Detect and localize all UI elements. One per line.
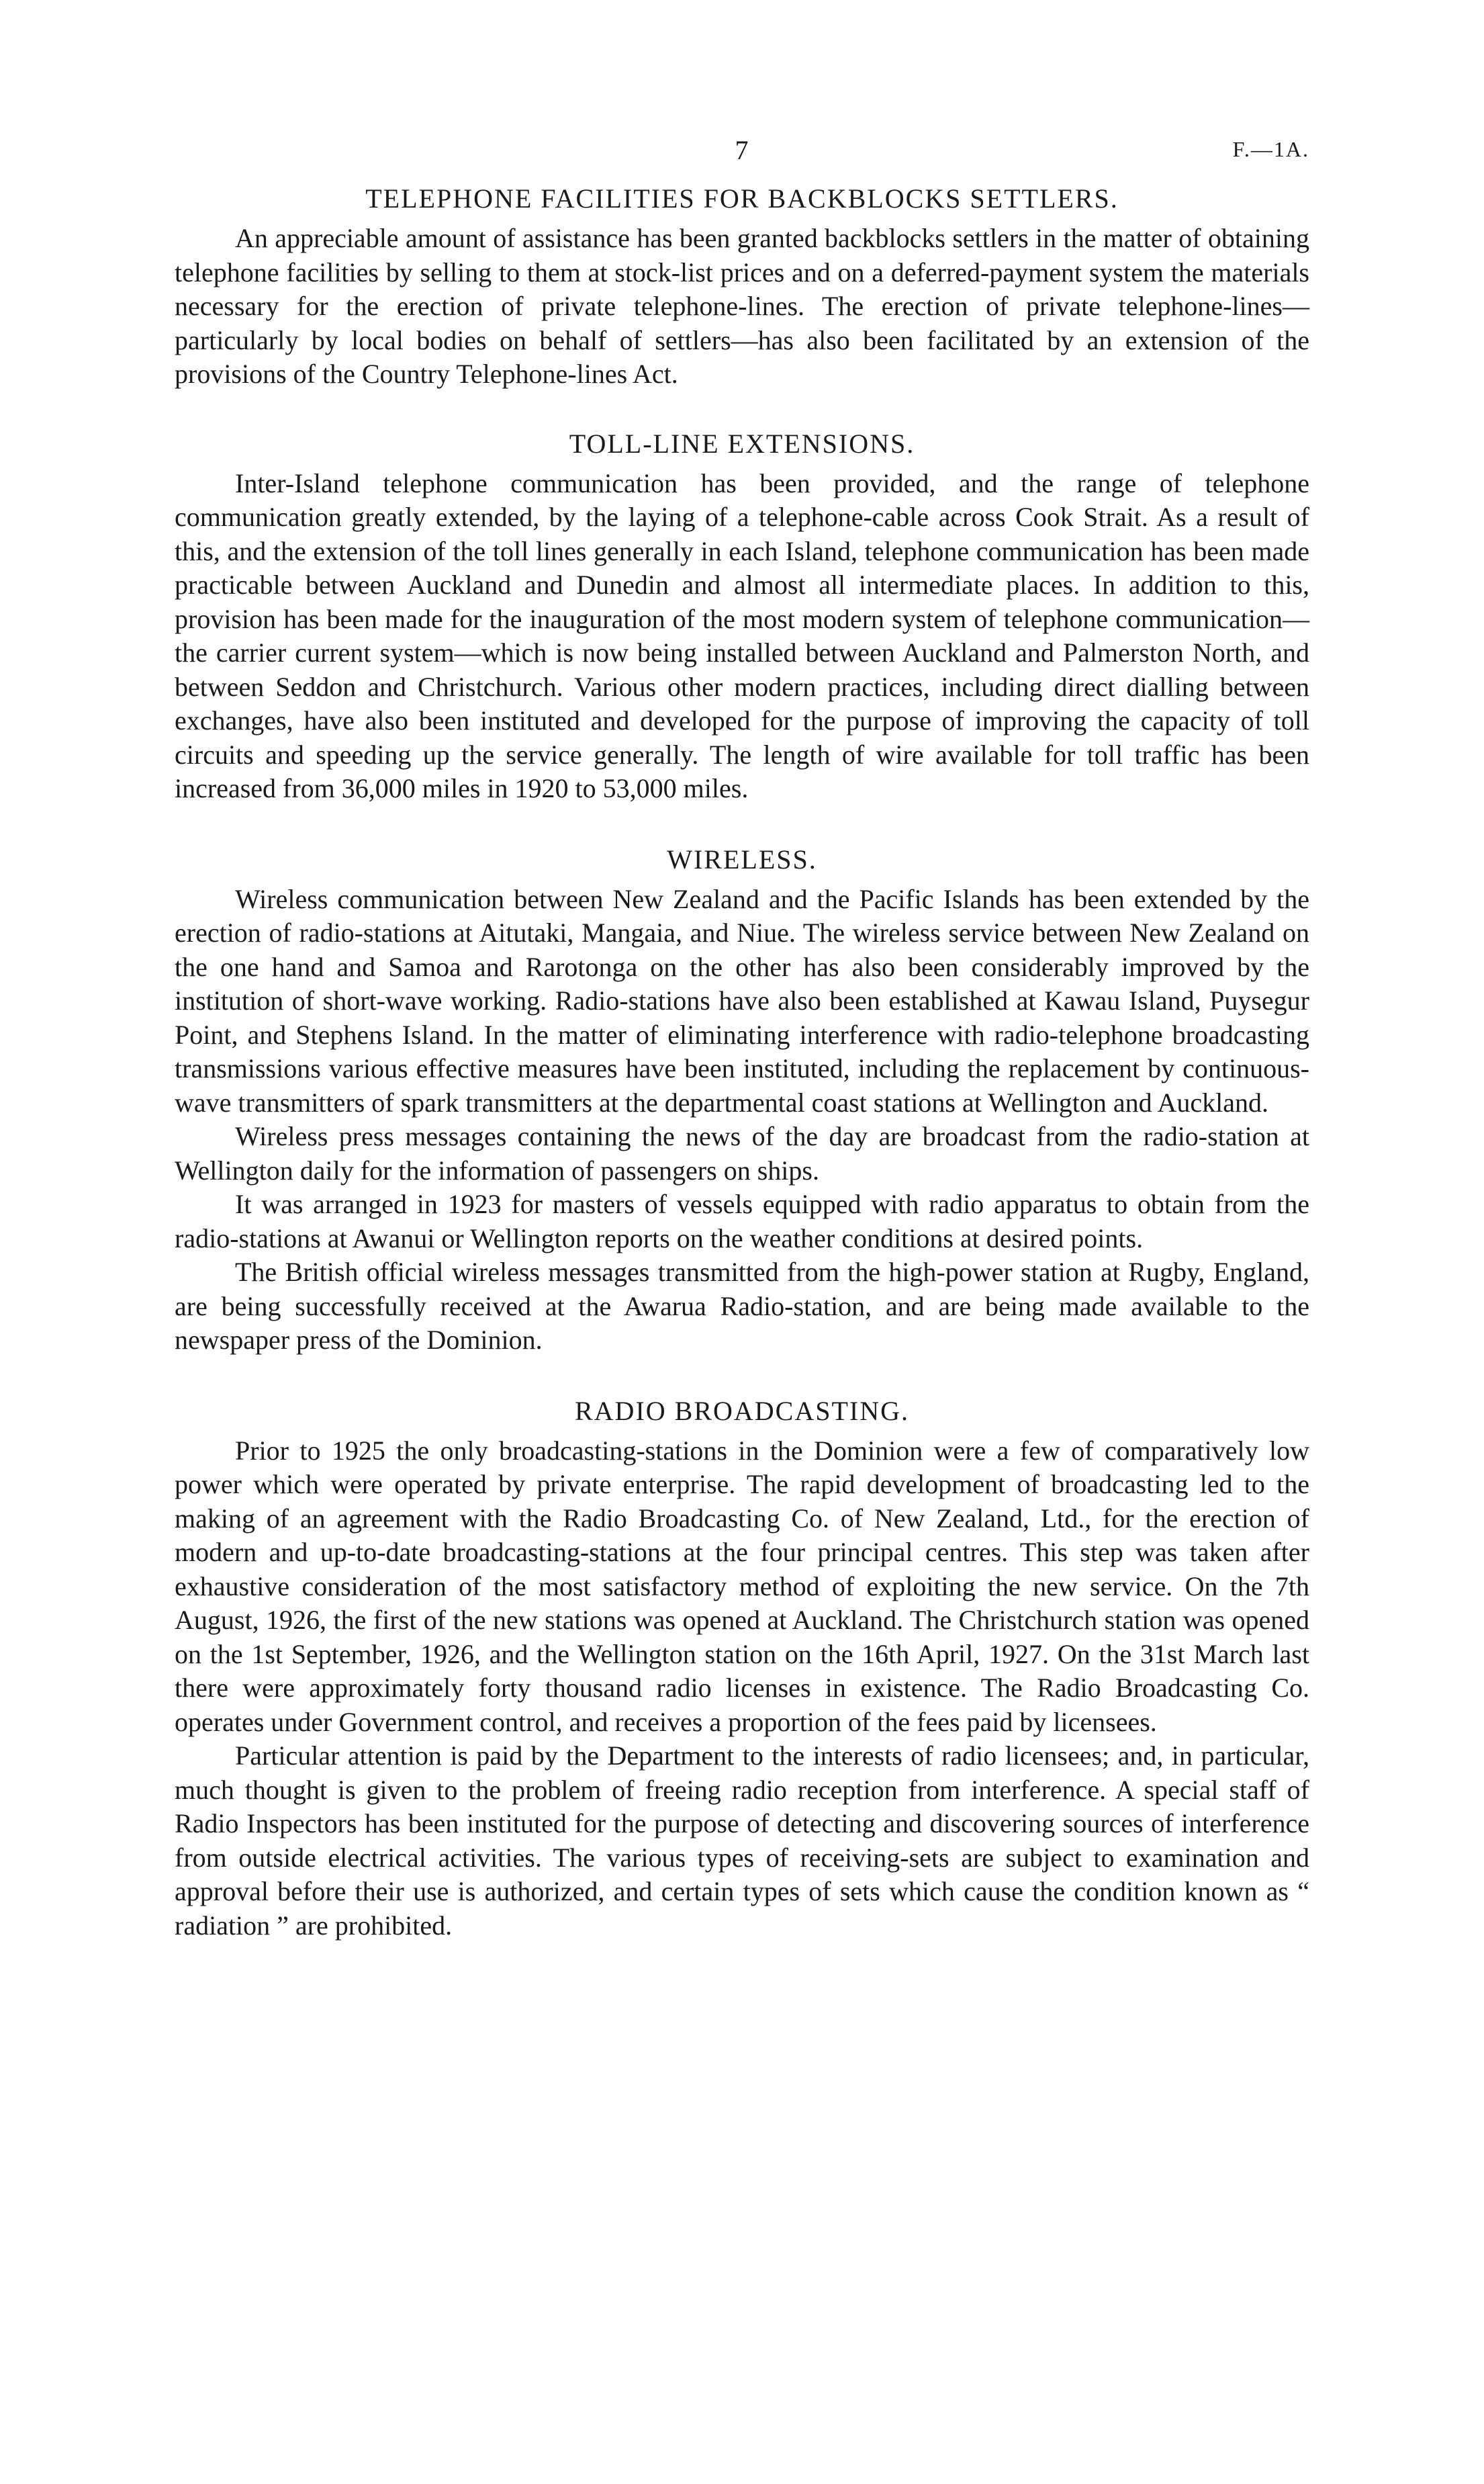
paragraph: An appreciable amount of assistance has been granted backblocks settlers in the matter of obtaining telephone facilities by selling to them at stock-list prices and on a deferred-payment system the materials necessary for the erection of private telephone-lines. The erection of private telephone-lines—particularly by local bodies on behalf of settlers—has also been facilitated by an extension of the provisions of the Country Telephone-lines Act. [175, 223, 1309, 389]
paragraph: Wireless communication between New Zealand and the Pacific Islands has been extended by the erection of radio-stations at Aitutaki, Mangaia, and Niue. The wireless service between New Zealand on the one hand and Samoa and Rarotonga on the other has also been considerably improved by the institution of short-wave working. Radio-stations have also been established at Kawau Island, Puysegur Point, and Stephens Island. In the matter of eliminating interference with radio-telephone broadcasting transmissions various effective measures have been instituted, including the replacement by continuous-wave transmitters of spark transmitters at the departmental coast stations at Wellington and Auckland. [175, 883, 1309, 1118]
document-reference: F.—1A. [1232, 137, 1309, 161]
paragraph: Inter-Island telephone communication has been provided, and the range of telephone communication greatly extended, by the laying of a telephone-cable across Cook Strait. As a result of this, and the extension of the toll lines generally in each Island, telephone communication has been made practicable between Auckland and Dunedin and almost all intermediate places. In addition to this, provision has been made for the inauguration of the most modern system of telephone communication—the carrier current system—which is now being installed between Auckland and Palmerston North, and between Seddon and Christchurch. Various other modern practices, including direct dialling between exchanges, have also been instituted and developed for the purpose of improving the capacity of toll circuits and speeding up the service generally. The length of wire available for toll traffic has been increased from 36,000 miles in 1920 to 53,000 miles. [175, 468, 1309, 803]
section-heading: TELEPHONE FACILITIES FOR BACKBLOCKS SETTLERS. [365, 183, 1119, 214]
page-number: 7 [735, 135, 749, 165]
section-telephone-facilities [175, 181, 1309, 392]
document-page [175, 134, 1309, 1943]
paragraph: It was arranged in 1923 for masters of vessels equipped with radio apparatus to obtain from the radio-stations at Awanui or Wellington reports on the weather conditions at desired points. [175, 1189, 1309, 1253]
section-heading: WIRELESS. [667, 844, 817, 875]
paragraph: Wireless press messages containing the news of the day are broadcast from the radio-station at Wellington daily for the information of passengers on ships. [175, 1121, 1309, 1186]
section-radio-broadcasting [175, 1394, 1309, 1943]
section-wireless [175, 842, 1309, 1358]
section-heading: RADIO BROADCASTING. [574, 1395, 910, 1426]
paragraph: Prior to 1925 the only broadcasting-stations in the Dominion were a few of comparatively low power which were operated by private enterprise. The rapid development of broadcasting led to the making of an agreement with the Radio Broadcasting Co. of New Zealand, Ltd., for the erection of modern and up-to-date broadcasting-stations at the four principal centres. This step was taken after exhaustive consideration of the most satisfactory method of exploiting the new service. On the 7th August, 1926, the first of the new stations was opened at Auckland. The Christchurch station was opened on the 1st September, 1926, and the Wellington station on the 16th April, 1927. On the 31st March last there were approximately forty thousand radio licenses in existence. The Radio Broadcasting Co. operates under Government control, and receives a proportion of the fees paid by licensees. [175, 1435, 1309, 1737]
page-header [175, 134, 1309, 181]
section-heading: TOLL-LINE EXTENSIONS. [569, 428, 915, 459]
paragraph: Particular attention is paid by the Department to the interests of radio licensees; and, in particular, much thought is given to the problem of freeing radio reception from interference. A special staff of Radio Inspectors has been instituted for the purpose of detecting and discovering sources of interference from outside electrical activities. The various types of receiving-sets are subject to examination and approval before their use is authorized, and certain types of sets which cause the condition known as “ radiation ” are prohibited. [175, 1740, 1309, 1941]
section-toll-line-extensions [175, 427, 1309, 806]
paragraph: The British official wireless messages transmitted from the high-power station at Rugby, England, are being successfully received at the Awarua Radio-station, and are being made available to the newspaper press of the Dominion. [175, 1257, 1309, 1355]
